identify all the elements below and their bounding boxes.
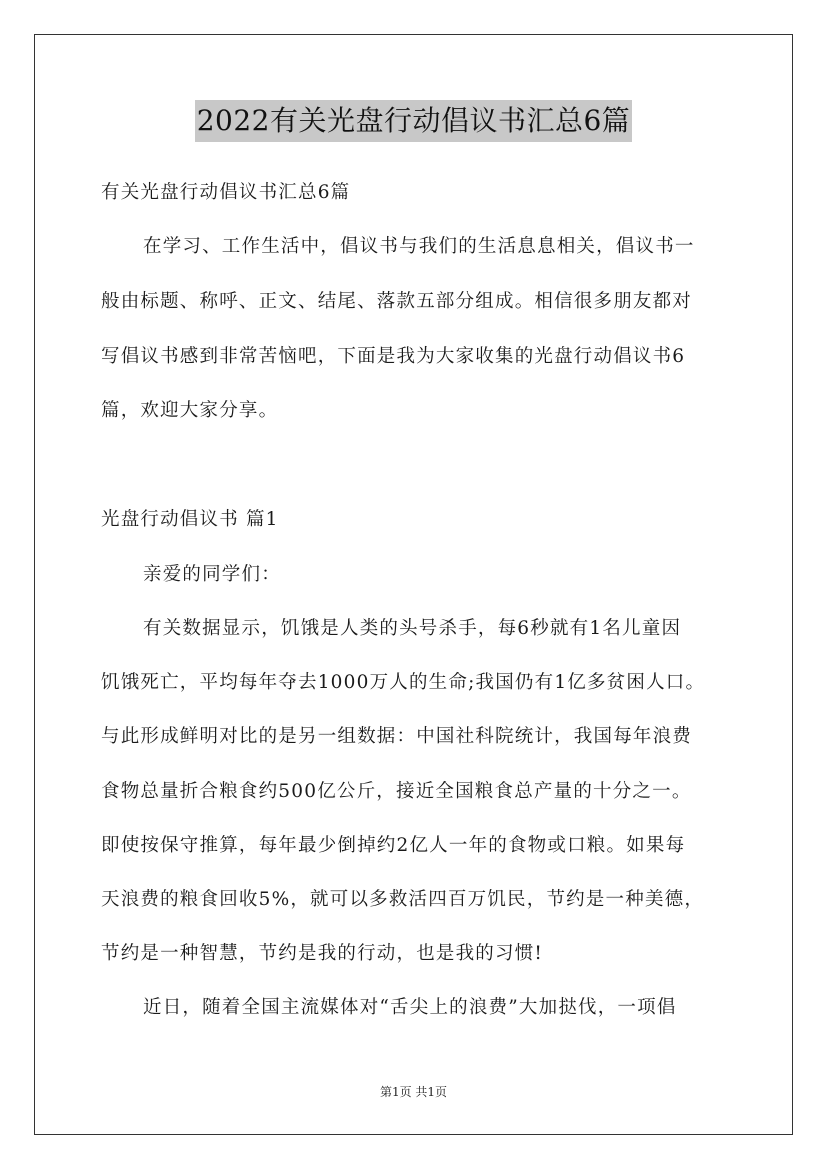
body-line-2: 饥饿死亡，平均每年夺去1000万人的生命;我国仍有1亿多贫困人口。 — [101, 672, 706, 693]
body-line-3: 与此形成鲜明对比的是另一组数据：中国社科院统计，我国每年浪费 — [101, 726, 693, 747]
document-subtitle: 有关光盘行动倡议书汇总6篇 — [101, 182, 351, 203]
body-line-5: 即使按保守推算，每年最少倒掉约2亿人一年的食物或口粮。如果每 — [101, 835, 686, 856]
intro-line-1: 在学习、工作生活中，倡议书与我们的生活息息相关，倡议书一 — [143, 236, 695, 257]
body-line-6: 天浪费的粮食回收5%，就可以多救活四百万饥民，节约是一种美德， — [101, 889, 705, 910]
document-title: 2022有关光盘行动倡议书汇总6篇 — [195, 100, 633, 142]
intro-line-2: 般由标题、称呼、正文、结尾、落款五部分组成。相信很多朋友都对 — [101, 291, 693, 312]
page-footer: 第1页 共1页 — [379, 1085, 448, 1099]
body-line-8: 近日，随着全国主流媒体对“舌尖上的浪费”大加挞伐，一项倡 — [143, 997, 677, 1018]
body-line-1: 有关数据显示，饥饿是人类的头号杀手，每6秒就有1名儿童因 — [143, 618, 682, 639]
body-line-4: 食物总量折合粮食约500亿公斤，接近全国粮食总产量的十分之一。 — [101, 781, 692, 802]
intro-line-4: 篇，欢迎大家分享。 — [101, 400, 279, 421]
body-line-7: 节约是一种智慧，节约是我的行动，也是我的习惯! — [101, 943, 544, 964]
title-container — [0, 100, 827, 142]
salutation: 亲爱的同学们： — [143, 564, 281, 585]
intro-line-3: 写倡议书感到非常苦恼吧，下面是我为大家收集的光盘行动倡议书6 — [101, 346, 686, 367]
section-heading: 光盘行动倡议书 篇1 — [101, 509, 279, 530]
